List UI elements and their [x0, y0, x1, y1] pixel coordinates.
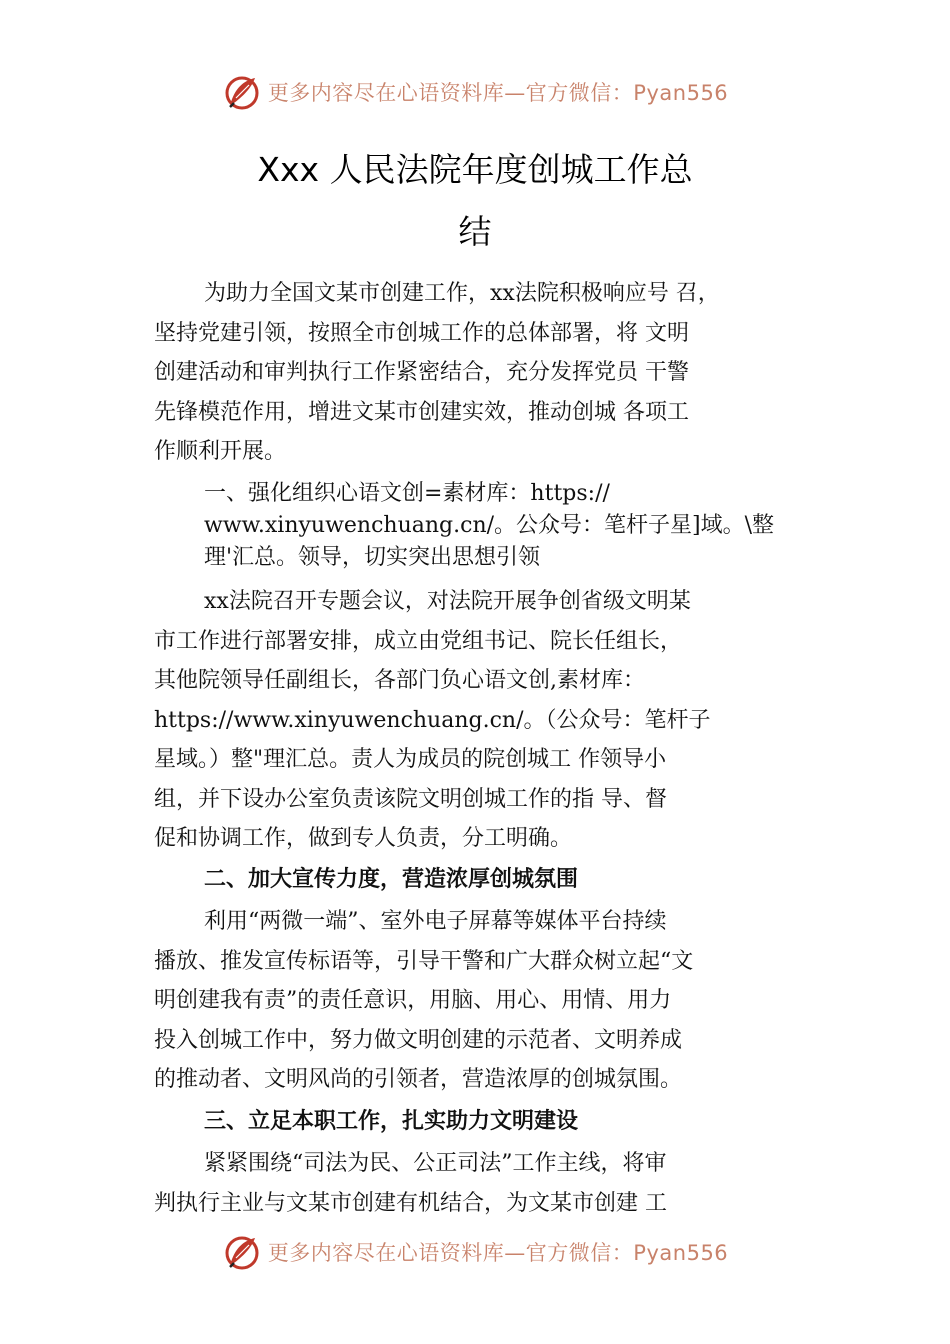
text-line: 播放、推发宣传标语等，引导干警和广大群众树立起“文 — [154, 948, 694, 974]
section-1-body — [154, 582, 711, 859]
pen-nib-swirl-icon — [222, 72, 262, 112]
section-1-heading — [204, 478, 774, 574]
section-3-heading: 三、立足本职工作，扎实助力文明建设 — [204, 1109, 579, 1134]
document-title-line-1: Xxx 人民法院年度创城工作总 — [257, 150, 693, 189]
text-line: 坚持党建引领，按照全市创城工作的总体部署，将 文明 — [154, 320, 689, 346]
text-line: 明创建我有责”的责任意识，用脑、用心、用情、用力 — [154, 988, 672, 1013]
intro-paragraph — [154, 274, 720, 472]
section-2-body — [154, 902, 693, 1100]
watermark-text: 更多内容尽在心语资料库—官方微信：Pyan556 — [267, 1241, 729, 1265]
text-line: 紧紧围绕“司法为民、公正司法”工作主线，将审 — [204, 1151, 667, 1176]
text-line: www.xinyuwenchuang.cn/。公众号：笔杆子星]域。\整 — [204, 513, 775, 538]
watermark-banner-bottom — [0, 1232, 950, 1272]
text-line: 作顺利开展。 — [154, 439, 287, 464]
text-line: 创建活动和审判执行工作紧密结合，充分发挥党员 干警 — [154, 360, 689, 385]
text-line: 判执行主业与文某市创建有机结合，为文某市创建 工 — [154, 1190, 667, 1216]
document-title-line-2: 结 — [458, 212, 492, 251]
text-line: https://www.xinyuwenchuang.cn/。（公众号：笔杆子 — [154, 707, 711, 733]
text-line: 利用“两微一端”、室外电子屏幕等媒体平台持续 — [204, 909, 667, 934]
text-line: 星域。）整"理汇总。责人为成员的院创城工 作领导小 — [154, 747, 667, 772]
text-line: 其他院领导任副组长，各部门负心语文创,素材库： — [154, 668, 645, 693]
text-line: 组，并下设办公室负责该院文明创城工作的指 导、督 — [154, 786, 667, 812]
text-line: 促和协调工作，做到专人负责，分工明确。 — [154, 826, 573, 851]
section-2-heading: 二、加大宣传力度，营造浓厚创城氛围 — [204, 867, 579, 892]
text-line: 先锋模范作用，增进文某市创建实效，推动创城 各项工 — [154, 399, 689, 425]
watermark-banner-top — [0, 72, 950, 112]
text-line: 投入创城工作中，努力做文明创建的示范者、文明养成 — [154, 1027, 683, 1053]
text-line: xx法院召开专题会议，对法院开展争创省级文明某 — [204, 589, 691, 614]
text-line: 的推动者、文明风尚的引领者，营造浓厚的创城氛围。 — [154, 1067, 683, 1092]
watermark-text: 更多内容尽在心语资料库—官方微信：Pyan556 — [267, 81, 729, 105]
text-line: 市工作进行部署安排，成立由党组书记、院长任组长， — [154, 628, 683, 654]
text-line: 理'汇总。领导，切实突出思想引领 — [204, 545, 541, 570]
pen-nib-swirl-icon — [222, 1232, 262, 1272]
text-line: 为助力全国文某市创建工作，xx法院积极响应号 召， — [204, 281, 720, 306]
section-3-body — [154, 1144, 667, 1223]
text-line: 一、强化组织心语文创=素材库：https:// — [204, 481, 610, 506]
